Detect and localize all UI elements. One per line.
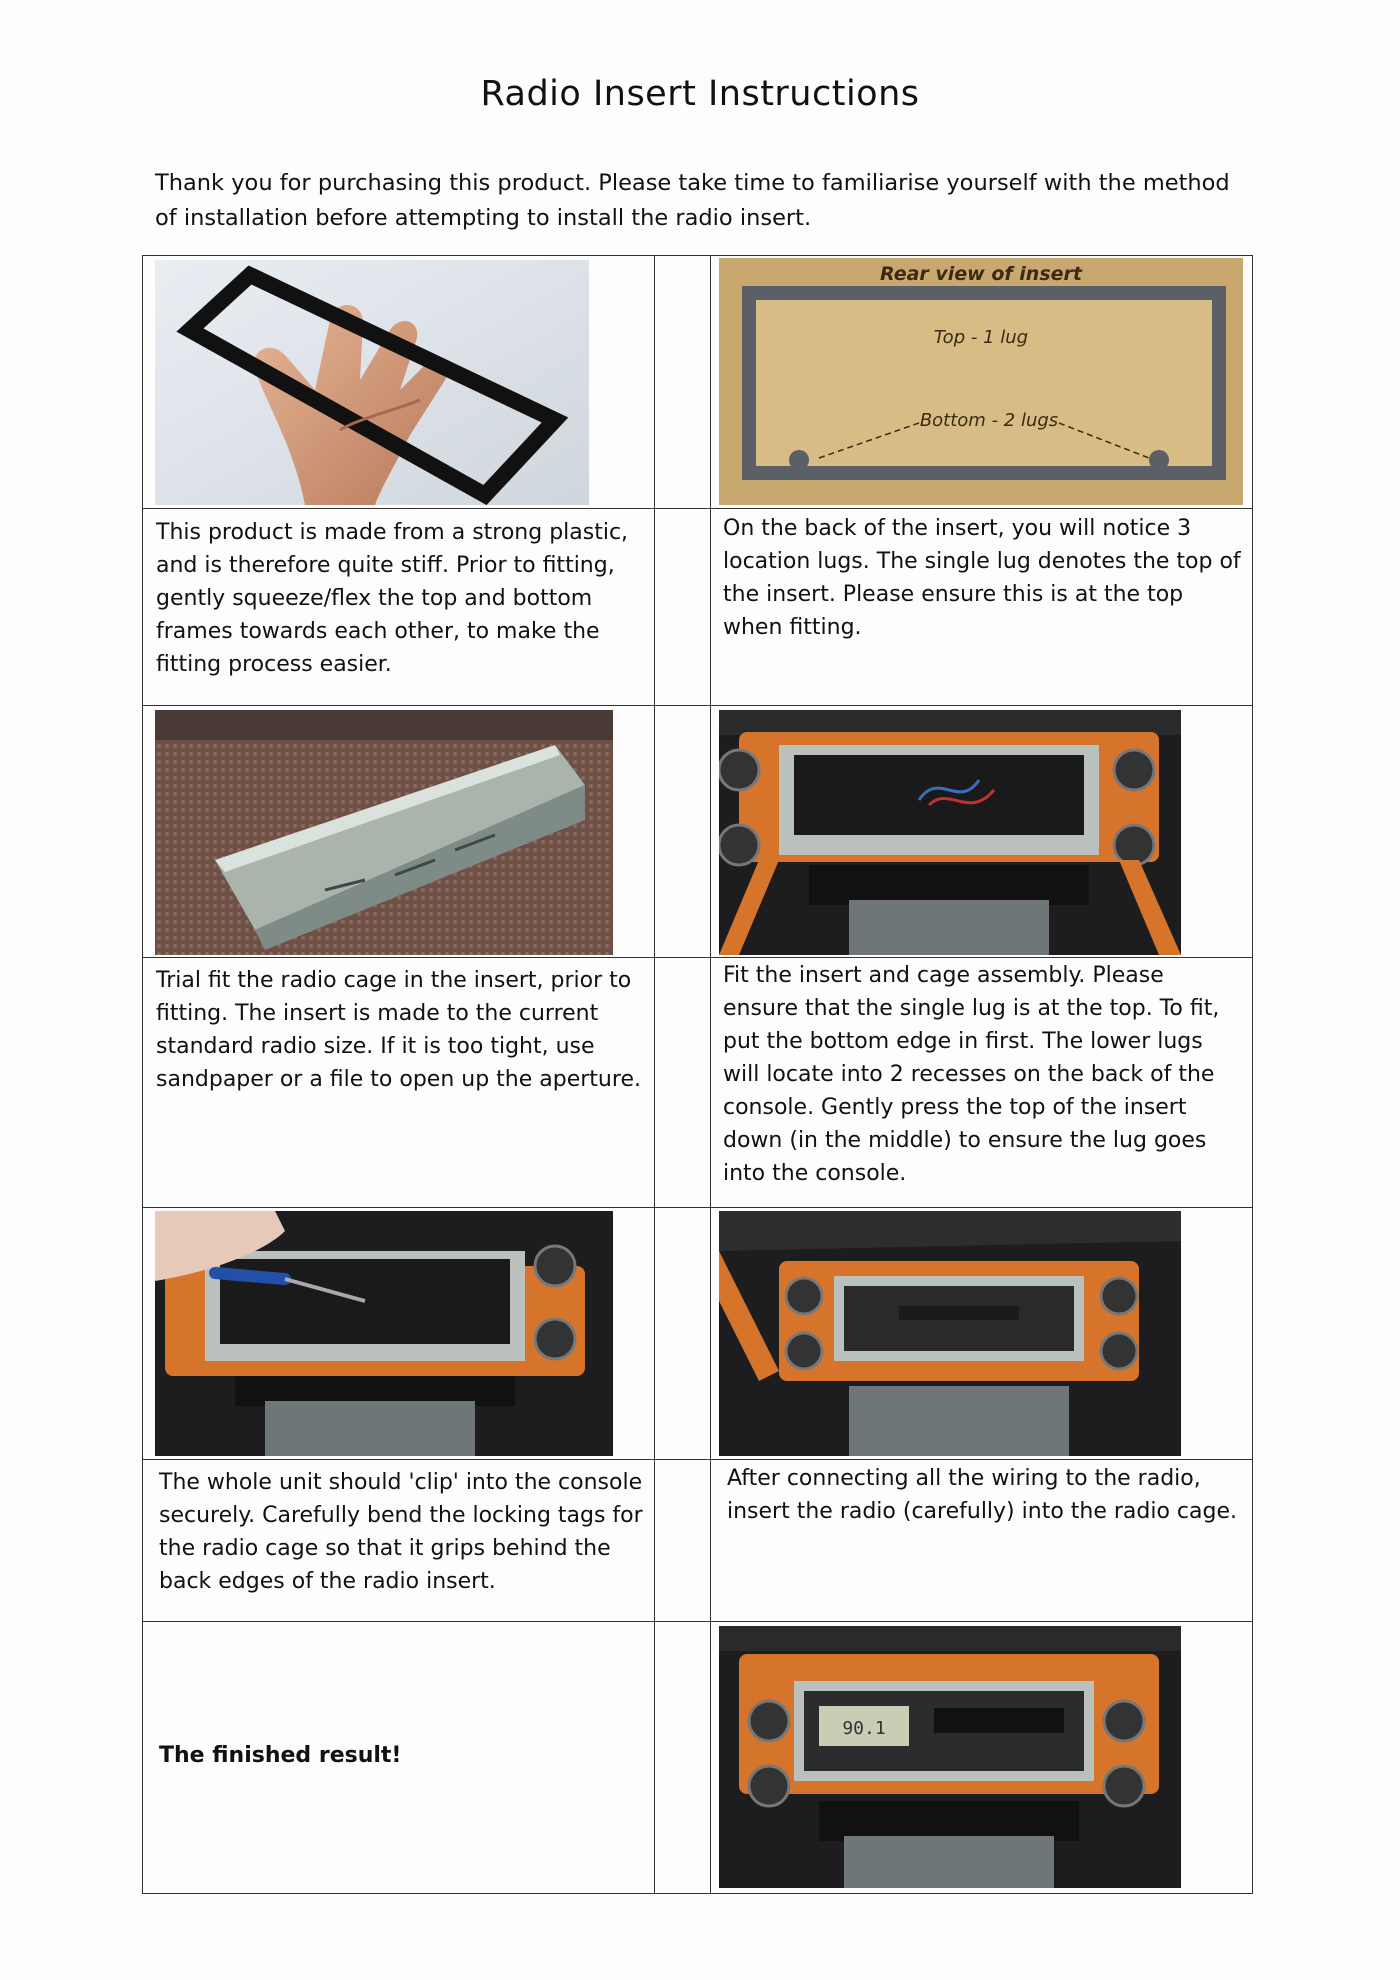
spacer-cell: [655, 509, 711, 706]
instruction-table: [142, 255, 1253, 1894]
spacer-cell: [655, 958, 711, 1208]
step-1-text: This product is made from a strong plastic, and is therefore quite stiff. Prior to fitting, gently squeeze/flex the top and bottom frames towards each other, to make the fitting process easier.: [156, 520, 629, 677]
spacer-cell: [655, 1208, 711, 1460]
rear-view-label: Rear view of insert: [880, 263, 1082, 285]
spacer-cell: [655, 1460, 711, 1622]
step-3-text: Trial fit the radio cage in the insert, prior to fitting. The insert is made to the current standard radio size. If it is too tight, use sandpaper or a file to open up the aperture.: [156, 968, 641, 1092]
photo-bending-locking-tags: [155, 1211, 613, 1456]
step-7-text: The finished result!: [159, 1743, 402, 1768]
step-2-text: On the back of the insert, you will notice 3 location lugs. The single lug denotes the top of the insert. Please ensure this is at the top when fitting.: [723, 516, 1241, 640]
radio-display-readout: 90.1: [842, 1718, 886, 1739]
photo-radio-cage-trial-fit: [155, 710, 613, 955]
photo-radio-inserted: [719, 1211, 1181, 1456]
photo-finished-result: [719, 1626, 1181, 1888]
spacer-cell: [655, 706, 711, 958]
step-4-text: Fit the insert and cage assembly. Please ensure that the single lug is at the top. To fit, put the bottom edge in first. The lower lugs will locate into 2 recesses on the back of the console. Gently press the top of the insert down (in the middle) to ensure the lug goes into the console.: [723, 963, 1220, 1186]
top-lug-label: Top - 1 lug: [933, 327, 1029, 348]
page-title: Radio Insert Instructions: [480, 74, 920, 114]
spacer-cell: [655, 1622, 711, 1894]
spacer-cell: [655, 256, 711, 509]
intro-paragraph: Thank you for purchasing this product. Please take time to familiarise yourself with the method of installation before attempting to install the radio insert.: [155, 170, 1230, 231]
step-6-text: After connecting all the wiring to the radio, insert the radio (carefully) into the radio cage.: [727, 1466, 1237, 1524]
bottom-lugs-label: Bottom - 2 lugs: [919, 410, 1059, 431]
photo-hand-flexing-insert: [155, 260, 589, 505]
photo-insert-in-console: [719, 710, 1181, 955]
photo-rear-view-insert: [719, 258, 1243, 505]
step-5-text: The whole unit should 'clip' into the console securely. Carefully bend the locking tags for the radio cage so that it grips behind the back edges of the radio insert.: [159, 1470, 643, 1594]
